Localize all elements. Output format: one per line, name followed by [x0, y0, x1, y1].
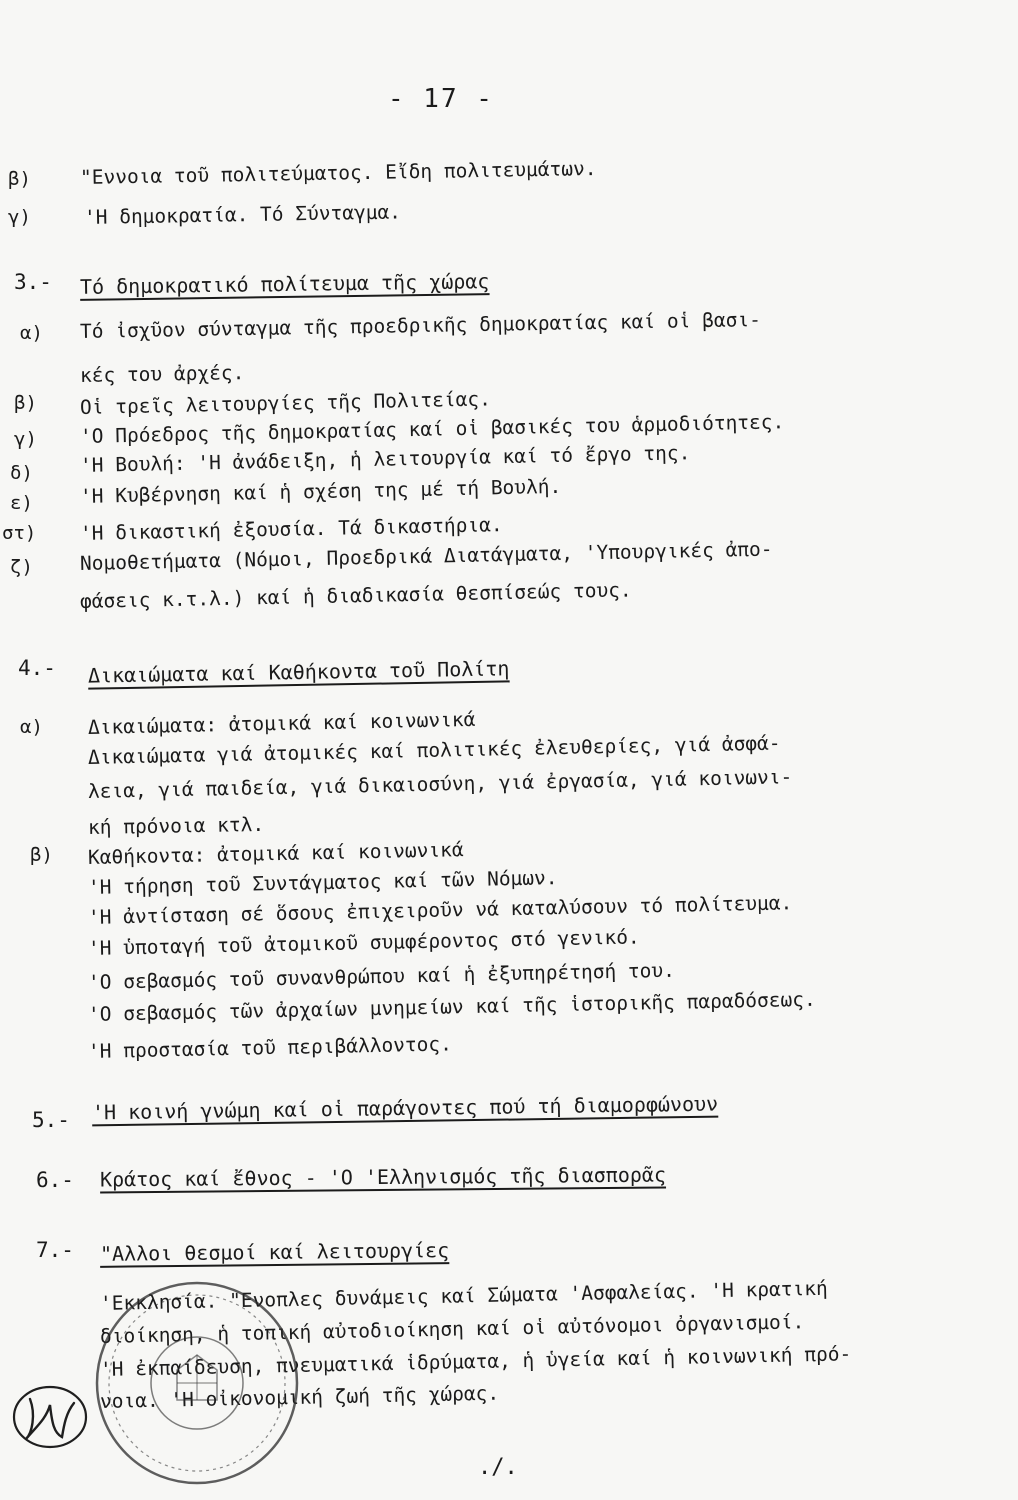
list-marker: γ): [8, 206, 31, 228]
paragraph-line: διοίκηση, ἡ τοπική αὐτοδιοίκηση καί οἱ αὐτόνομοι ὀργανισμοί.: [99, 1310, 805, 1348]
list-item: 'Η τήρηση τοῦ Συντάγματος καί τῶν Νόμων.: [87, 866, 558, 899]
list-item: 'Η ὑποταγή τοῦ ἀτομικοῦ συμφέροντος στό γενικό.: [87, 925, 640, 960]
list-item: 'Η δημοκρατία. Τό Σύνταγμα.: [83, 200, 402, 229]
paragraph-line: 'Η ἐκπαίδευση, πνευματικά ἱδρύματα, ἡ ὑγεία καί ἡ κοινωνική πρό-: [99, 1342, 852, 1381]
list-item: "Εννοια τοῦ πολιτεύματος. Εἴδη πολιτευμάτων.: [79, 156, 597, 189]
list-item: κή πρόνοια κτλ.: [87, 812, 265, 839]
section-heading: "Αλλοι θεσμοί καί λειτουργίες: [99, 1238, 450, 1266]
list-item: 'Ο Πρόεδρος τῆς δημοκρατίας καί οἱ βασικές του ἁρμοδιότητες.: [79, 410, 785, 448]
list-marker: δ): [10, 462, 33, 484]
list-marker: α): [20, 322, 43, 344]
section-heading: Τό δημοκρατικό πολίτευμα τῆς χώρας: [79, 269, 490, 299]
list-marker: α): [20, 716, 43, 738]
page-number: - 17 -: [388, 84, 494, 114]
section-number: 4.-: [18, 656, 56, 680]
list-marker: γ): [14, 428, 37, 450]
list-item: Τό ἰσχῦον σύνταγμα τῆς προεδρικῆς δημοκρατίας καί οἱ βασι-: [79, 308, 762, 343]
list-marker: β): [14, 392, 37, 414]
paragraph-line: 'Εκκλησία. "Ενοπλες δυνάμεις καί Σώματα 'Ασφαλείας. 'Η κρατική: [99, 1276, 828, 1315]
list-item: 'Η ἀντίσταση σέ ὅσους ἐπιχειροῦν νά καταλύσουν τό πολίτευμα.: [87, 891, 793, 929]
list-item: 'Ο σεβασμός τῶν ἀρχαίων μνημείων καί τῆς ἱστορικῆς παραδόσεως.: [87, 987, 816, 1026]
list-item: 'Η προστασία τοῦ περιβάλλοντος.: [87, 1032, 453, 1063]
list-item: Οἱ τρεῖς λειτουργίες τῆς Πολιτείας.: [79, 387, 492, 419]
handwritten-signature: [2, 1375, 102, 1455]
list-item: Νομοθετήματα (Νόμοι, Προεδρικά Διατάγματα, 'Υπουργικές ἀπο-: [79, 537, 773, 575]
list-item: 'Ο σεβασμός τοῦ συνανθρώπου καί ἡ ἐξυπηρέτησή του.: [87, 958, 676, 994]
section-number: 3.-: [14, 270, 52, 294]
list-item: λεια, γιά παιδεία, γιά δικαιοσύνη, γιά ἐργασία, γιά κοινωνι-: [87, 765, 793, 803]
list-item: Καθήκοντα: ἀτομικά καί κοινωνικά: [87, 838, 464, 869]
section-number: 5.-: [32, 1108, 70, 1132]
paragraph-line: νοια. 'Η οἰκονομική ζωή τῆς χώρας.: [99, 1381, 500, 1413]
official-stamp: [92, 1275, 302, 1490]
list-marker: στ): [2, 522, 37, 544]
list-item: Δικαιώματα: ἀτομικά καί κοινωνικά: [87, 707, 476, 739]
list-item: 'Η Βουλή: 'Η ἀνάδειξη, ἡ λειτουργία καί τό ἔργο της.: [79, 441, 691, 477]
list-item: 'Η Κυβέρνηση καί ἡ σχέση της μέ τή Βουλή.: [79, 474, 562, 508]
list-item: Δικαιώματα γιά ἀτομικές καί πολιτικές ἐλευθερίες, γιά ἀσφά-: [87, 731, 781, 769]
end-mark: ./.: [478, 1455, 518, 1480]
section-heading: 'Η κοινή γνώμη καί οἱ παράγοντες πού τή διαμορφώνουν: [91, 1091, 719, 1125]
section-number: 7.-: [36, 1238, 74, 1262]
list-item: φάσεις κ.τ.λ.) καί ἡ διαδικασία θεσπίσεώς τους.: [79, 578, 632, 613]
list-item: 'Η δικαστική ἐξουσία. Τά δικαστήρια.: [79, 513, 503, 545]
list-marker: ε): [10, 492, 33, 514]
list-item: κές του ἀρχές.: [79, 361, 245, 387]
list-marker: ζ): [10, 556, 33, 578]
section-heading: Κράτος καί ἔθνος - 'Ο 'Ελληνισμός τῆς διασπορᾶς: [99, 1162, 667, 1192]
section-number: 6.-: [36, 1168, 74, 1192]
section-heading: Δικαιώματα καί Καθήκοντα τοῦ Πολίτη: [87, 656, 510, 688]
list-marker: β): [30, 844, 53, 866]
list-marker: β): [8, 168, 31, 190]
